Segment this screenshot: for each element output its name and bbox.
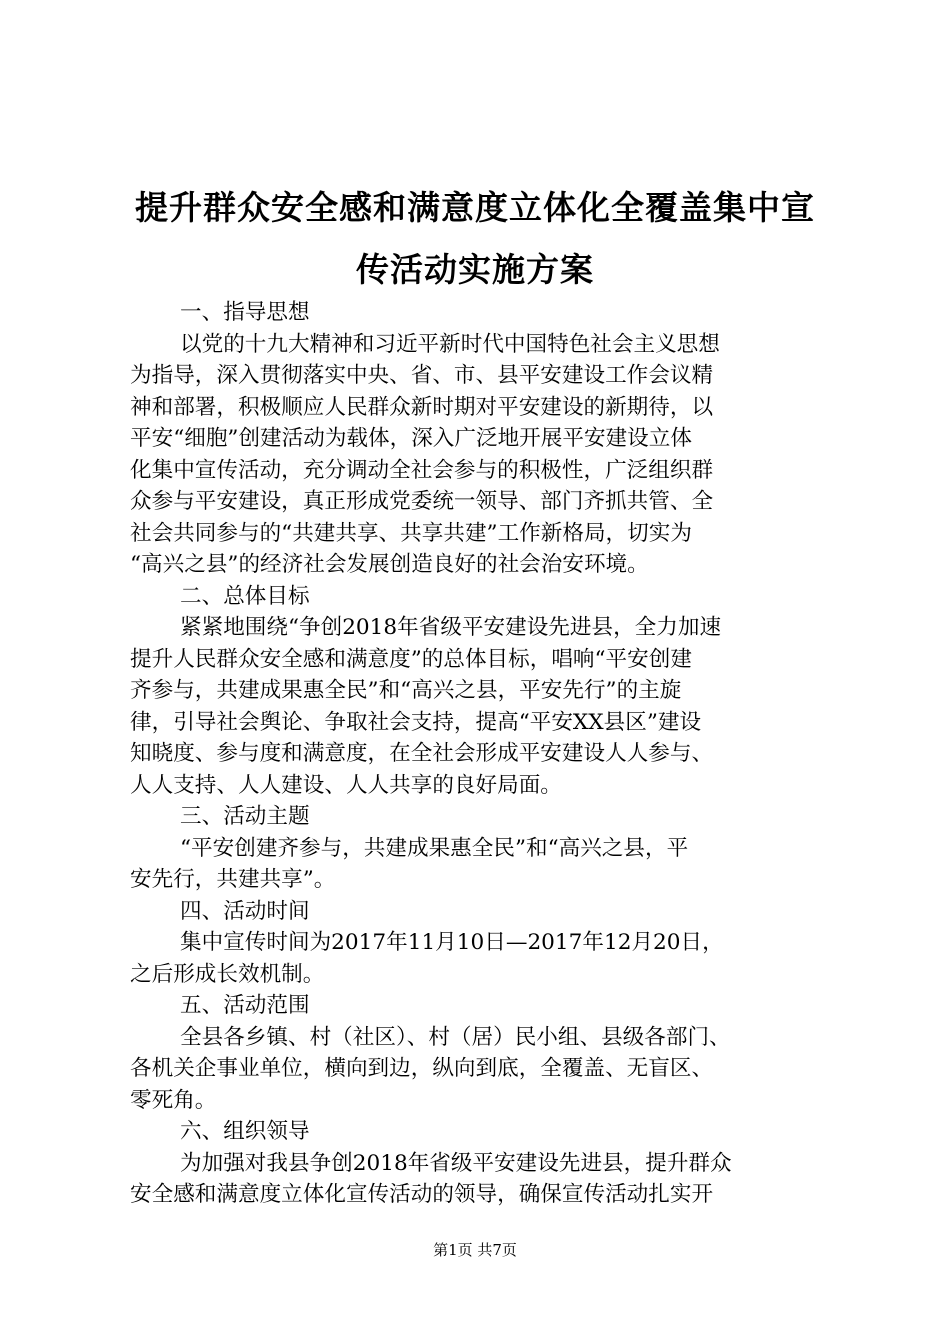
text-line: 以党的十九大精神和习近平新时代中国特色社会主义思想 — [180, 331, 720, 357]
text-line: 化集中宣传活动，充分调动全社会参与的积极性，广泛组织群 — [130, 457, 714, 483]
page-footer: 第1页 共7页 — [433, 1241, 517, 1259]
text-line: 六、组织领导 — [180, 1119, 310, 1144]
text-line: 众参与平安建设，真正形成党委统一领导、部门齐抓共管、全 — [130, 489, 714, 514]
text-line: 五、活动范围 — [180, 993, 310, 1018]
text-line: “平安创建齐参与，共建成果惠全民”和“高兴之县，平 — [180, 835, 689, 861]
text-line: 律，引导社会舆论、争取社会支持，提高“平安XX县区”建设 — [130, 709, 702, 735]
text-line: 零死角。 — [130, 1087, 217, 1113]
text-line: 各机关企事业单位，横向到边，纵向到底，全覆盖、无盲区、 — [130, 1056, 714, 1081]
text-line: 为加强对我县争创2018年省级平安建设先进县，提升群众 — [180, 1150, 732, 1176]
text-line: 安全感和满意度立体化宣传活动的领导，确保宣传活动扎实开 — [130, 1182, 714, 1207]
text-line: 三、活动主题 — [180, 804, 310, 829]
text-line: 人人支持、人人建设、人人共享的良好局面。 — [130, 772, 562, 798]
text-line: 一、指导思想 — [180, 300, 310, 325]
text-line: 四、活动时间 — [180, 898, 310, 924]
text-line: 齐参与，共建成果惠全民”和“高兴之县，平安先行”的主旋 — [130, 678, 682, 703]
document-body — [130, 297, 830, 1211]
text-line: 平安“细胞”创建活动为载体，深入广泛地开展平安建设立体 — [130, 426, 692, 451]
text-line: 全县各乡镇、村（社区）、村（居）民小组、县级各部门、 — [180, 1024, 731, 1050]
text-line: “高兴之县”的经济社会发展创造良好的社会治安环境。 — [130, 552, 649, 577]
text-line: 之后形成长效机制。 — [130, 961, 325, 987]
text-line: 二、总体目标 — [180, 583, 310, 609]
text-line: 集中宣传时间为2017年11月10日—2017年12月20日， — [180, 930, 724, 955]
text-line: 知晓度、参与度和满意度，在全社会形成平安建设人人参与、 — [130, 741, 714, 766]
text-line: 社会共同参与的“共建共享、共享共建”工作新格局，切实为 — [130, 520, 692, 546]
text-line: 提升人民群众安全感和满意度”的总体目标，唱响“平安创建 — [130, 646, 692, 672]
text-line: 紧紧地围绕“争创2018年省级平安建设先进县，全力加速 — [180, 615, 722, 640]
text-line: 安先行，共建共享”。 — [130, 867, 336, 892]
text-line: 为指导，深入贯彻落实中央、省、市、县平安建设工作会议精 — [130, 363, 714, 388]
text-line: 神和部署，积极顺应人民群众新时期对平安建设的新期待，以 — [130, 394, 714, 420]
document-title-line-2: 传活动实施方案 — [356, 250, 594, 289]
document-title-line-1: 提升群众安全感和满意度立体化全覆盖集中宣 — [135, 188, 815, 227]
